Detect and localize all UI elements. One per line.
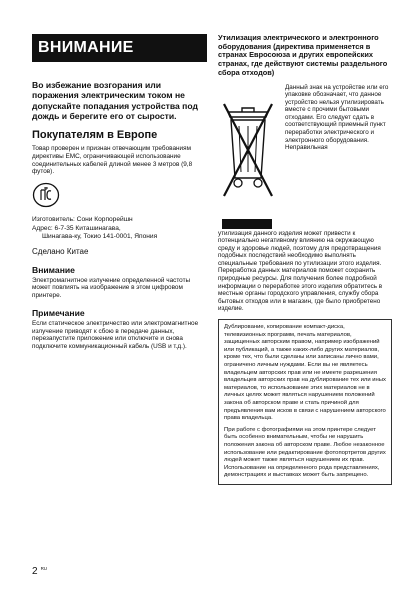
manufacturer-address-1: Адрес: 6-7-35 Киташинагава, [32,224,121,232]
certification-row [32,180,207,210]
warning-banner: ВНИМАНИЕ [32,34,207,62]
right-column [218,34,392,485]
note-heading: Примечание [32,307,85,318]
copyright-box [218,319,392,485]
recycle-section [218,84,392,244]
copyright-paragraph-2: При работе с фотографиями на этом принтере следует быть особенно внимательным, чтобы не нарушить положения закона об авторском праве. Любое незаконное использование или редактирование фотопортретов других людей может также являться нарушением их прав. Использование на определенного рода представлениях, демонстрациях и выставках может быть запрещено. [224,426,386,479]
disposal-heading: Утилизация электрического и электронного оборудования (директива применяется в странах Евросоюза и других европейских странах, где действуют системы раздельного сбора отходов) [218,33,388,77]
page-number: 2 [32,566,38,577]
europe-heading: Покупателям в Европе [32,129,158,142]
europe-text: Товар проверен и признан отвечающим требованиям директивы ЕМС, ограничивающей использование соединительных кабелей длиной менее 3 метров (9,8 футов). [32,145,193,176]
left-column [32,34,207,354]
attention-text: Электромагнитное излучение определенной частоты может повлиять на изображение в этом цифровом принтере. [32,276,191,300]
note-text: Если статическое электричество или электромагнитное излучение приводят к сбою в передаче данных, перезапустите приложение или отключите и снова подключите коммуникационный кабель (USB и т.д.). [32,319,199,350]
pct-certification-icon [32,182,60,208]
attention-heading: Внимание [32,264,75,275]
crossed-out-wheelie-bin-icon [218,84,278,216]
manufacturer-name: Изготовитель: Сони Корпорейшн [32,216,133,223]
recycle-continued-text: утилизация данного изделия может привести к потенциально негативному влиянию на окружающую среду и здоровье людей, поэтому для предотвращения подобных последствий необходимо выполнять специальные требования по утилизации этого изделия. Переработка данных материалов поможет сохранить природные ресурсы. Для получения более подробной информации о переработке этого изделия обратитесь в местные органы городского управления, службу сбора бытовых отходов или в магазин, где было приобретено изделие. [218,229,383,313]
manufacturer-block [32,216,207,242]
copyright-paragraph-1: Дублирование, копирование компакт-диска, телевизионных программ, печать материалов, защищенных авторским правом, например изображений или публикаций, а также каких-либо других материалов, кроме тех, что были сделаны или записаны лично вами, ограничено личным нуждами. Если вы не являетесь владельцем авторских прав или не имеете разрешения владельцев авторских прав на дублирование тех или иных материалов, то использование этих материалов не в личных целях может являться нарушением положений закона об авторском праве и стать причиной для предъявления вам исков в связи с нарушением авторского права владельца. [224,324,386,422]
recycle-symbol-bar [222,219,272,229]
warning-lead: Во избежание возгорания или поражения электрическим током не допускайте попадания устройства под дождь и берегите его от сырости. [32,80,198,121]
page-footer [32,566,47,577]
made-in-label: Сделано Китае [32,246,89,256]
language-code: RU [40,566,48,571]
manufacturer-address-2: Шинагава-ку, Токио 141-0001, Япония [42,233,158,241]
recycle-side-text: Данный знак на устройстве или его упаковке обозначает, что данное устройство нельзя утилизировать вместе с прочими бытовыми отходами. Его следует сдать в соответствующий приемный пункт переработки электрического и электронного оборудования. Неправильная [285,83,389,152]
